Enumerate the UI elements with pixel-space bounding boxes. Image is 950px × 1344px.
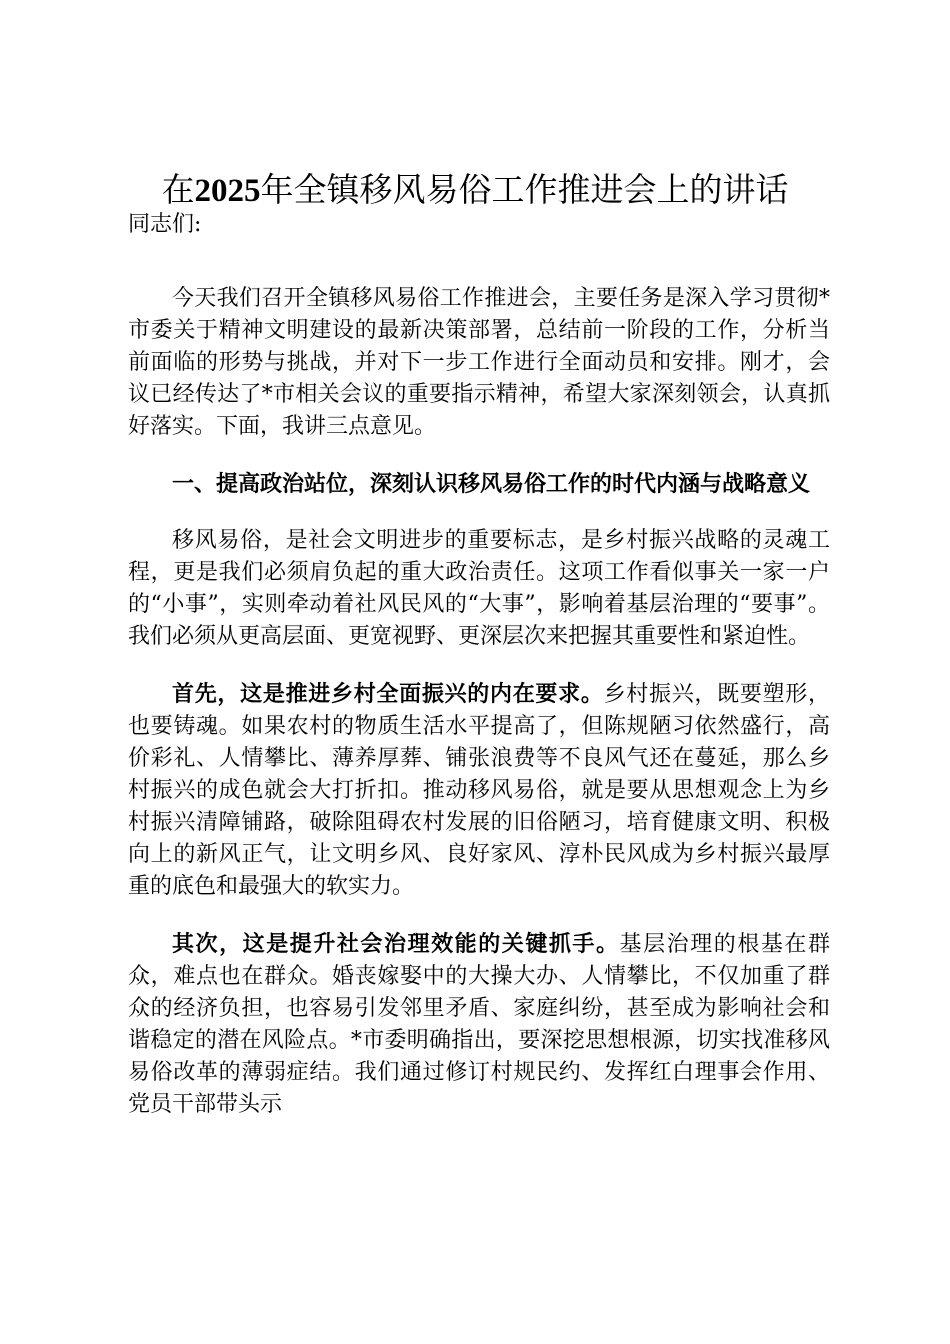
paragraph-text: 基层治理的根基在群众，难点也在群众。婚丧嫁娶中的大操大办、人情攀比，不仅加重了群众的经济负担，也容易引发邻里矛盾、家庭纠纷，甚至成为影响社会和谐稳定的潜在风险点。*市委明确指出，要深挖思想根源，切实找准移风易俗改革的薄弱症结。我们通过修订村规民约、发挥红白理事会作用、党员干部带头示 xyxy=(128,932,830,1117)
paragraph-intro xyxy=(128,283,830,443)
paragraph-overview xyxy=(128,525,830,653)
paragraph-text: 乡村振兴，既要塑形，也要铸魂。如果农村的物质生活水平提高了，但陈规陋习依然盛行，高价彩礼、人情攀比、薄养厚葬、铺张浪费等不良风气还在蔓延，那么乡村振兴的成色就会大打折扣。推动移风易俗，就是要从思想观念上为乡村振兴清障铺路，破除阻碍农村发展的旧俗陋习，培育健康文明、积极向上的新风正气，让文明乡风、良好家风、淳朴民风成为乡村振兴最厚重的底色和最强大的软实力。 xyxy=(128,682,830,899)
paragraph-text: 移风易俗，是社会文明进步的重要标志，是乡村振兴战略的灵魂工程，更是我们必须肩负起的重大政治责任。这项工作看似事关一家一户的“小事”，实则牵动着社风民风的“大事”，影响着基层治理的“要事”。我们必须从更高层面、更宽视野、更深层次来把握其重要性和紧迫性。 xyxy=(128,528,830,649)
paragraph-lead: 首先，这是推进乡村全面振兴的内在要求。 xyxy=(172,681,604,707)
title-prefix: 在 xyxy=(161,170,195,209)
document-body xyxy=(128,283,830,1146)
section-heading-1 xyxy=(128,468,830,500)
paragraph-text: 今天我们召开全镇移风易俗工作推进会，主要任务是深入学习贯彻*市委关于精神文明建设的最新决策部署，总结前一阶段的工作，分析当前面临的形势与挑战，并对下一步工作进行全面动员和安排。刚才，会议已经传达了*市相关会议的重要指示精神，希望大家深刻领会，认真抓好落实。下面，我讲三点意见。 xyxy=(128,286,830,439)
title-suffix: 年全镇移风易俗工作推进会上的讲话 xyxy=(260,170,789,209)
heading-text: 一、提高政治站位，深刻认识移风易俗工作的时代内涵与战略意义 xyxy=(172,471,811,497)
paragraph-second-point xyxy=(128,928,830,1121)
paragraph-first-point xyxy=(128,678,830,903)
title-year: 2025 xyxy=(194,173,261,209)
salutation: 同志们: xyxy=(128,212,202,237)
paragraph-lead: 其次，这是提升社会治理效能的关键抓手。 xyxy=(172,931,620,957)
document-title xyxy=(120,168,830,213)
